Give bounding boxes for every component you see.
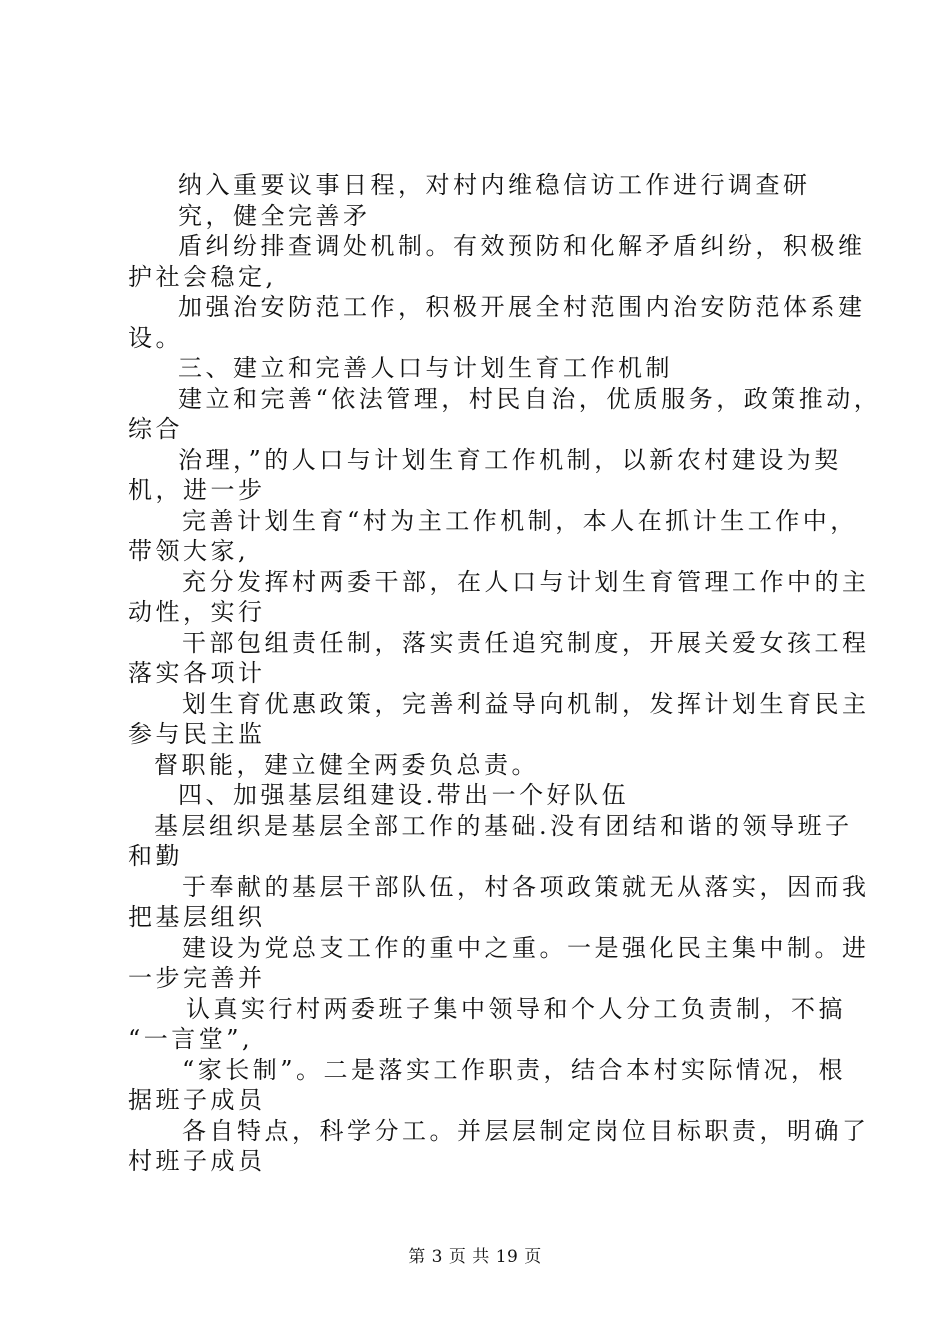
text-line: 加强治安防范工作，积极开展全村范围内治安防范体系建 (178, 293, 866, 321)
text-line: 和勤 (128, 842, 183, 870)
text-line: 机，进一步 (128, 476, 266, 504)
page-number: 第 3 页 共 19 页 (408, 1247, 542, 1267)
text-line: 村班子成员 (128, 1147, 266, 1175)
text-line: 据班子成员 (128, 1086, 266, 1114)
text-line: 带领大家, (128, 537, 250, 565)
text-line: 把基层组织 (128, 903, 266, 931)
text-line: 设。 (128, 323, 183, 352)
text-line: 盾纠纷排查调处机制。有效预防和化解矛盾纠纷，积极维 (178, 232, 866, 260)
text-line: 督职能，建立健全两委负总责。 (154, 750, 539, 779)
section-heading: 四、加强基层组建设.带出一个好队伍 (178, 781, 630, 809)
text-line: 参与民主监 (128, 720, 266, 748)
text-line: 完善计划生育“村为主工作机制，本人在抓计生工作中， (182, 506, 858, 535)
document-body (128, 170, 882, 1177)
text-line: 认真实行村两委班子集中领导和个人分工负责制，不搞 (186, 994, 846, 1023)
text-line: 建设为党总支工作的重中之重。一是强化民主集中制。进 (182, 933, 870, 962)
text-line: 一步完善并 (128, 964, 266, 992)
text-line: 建立和完善“依法管理，村民自治，优质服务，政策推动， (178, 384, 882, 413)
text-line: 基层组织是基层全部工作的基础.没有团结和谐的领导班子 (154, 811, 853, 840)
section-heading: 三、建立和完善人口与计划生育工作机制 (178, 354, 673, 382)
text-line: 纳入重要议事日程，对村内维稳信访工作进行调查研 (178, 171, 811, 199)
text-line: 治理，”的人口与计划生育工作机制，以新农村建设为契 (178, 445, 842, 474)
text-line: 落实各项计 (128, 659, 266, 687)
text-line: 综合 (128, 415, 183, 443)
text-line: 充分发挥村两委干部，在人口与计划生育管理工作中的主 (182, 567, 870, 596)
text-line: 划生育优惠政策，完善利益导向机制，发挥计划生育民主 (182, 689, 870, 718)
text-line: 干部包组责任制，落实责任追究制度，开展关爱女孩工程 (182, 628, 870, 657)
text-line: 护社会稳定, (128, 262, 277, 291)
text-line: “家长制”。二是落实工作职责，结合本村实际情况，根 (182, 1055, 847, 1084)
text-line: 于奉献的基层干部队伍，村各项政策就无从落实，因而我 (182, 872, 870, 901)
text-line: 究，健全完善矛 (178, 201, 371, 230)
text-line: 动性，实行 (128, 598, 266, 626)
text-line: “一言堂”, (128, 1025, 254, 1053)
text-line: 各自特点，科学分工。并层层制定岗位目标职责，明确了 (182, 1116, 870, 1145)
